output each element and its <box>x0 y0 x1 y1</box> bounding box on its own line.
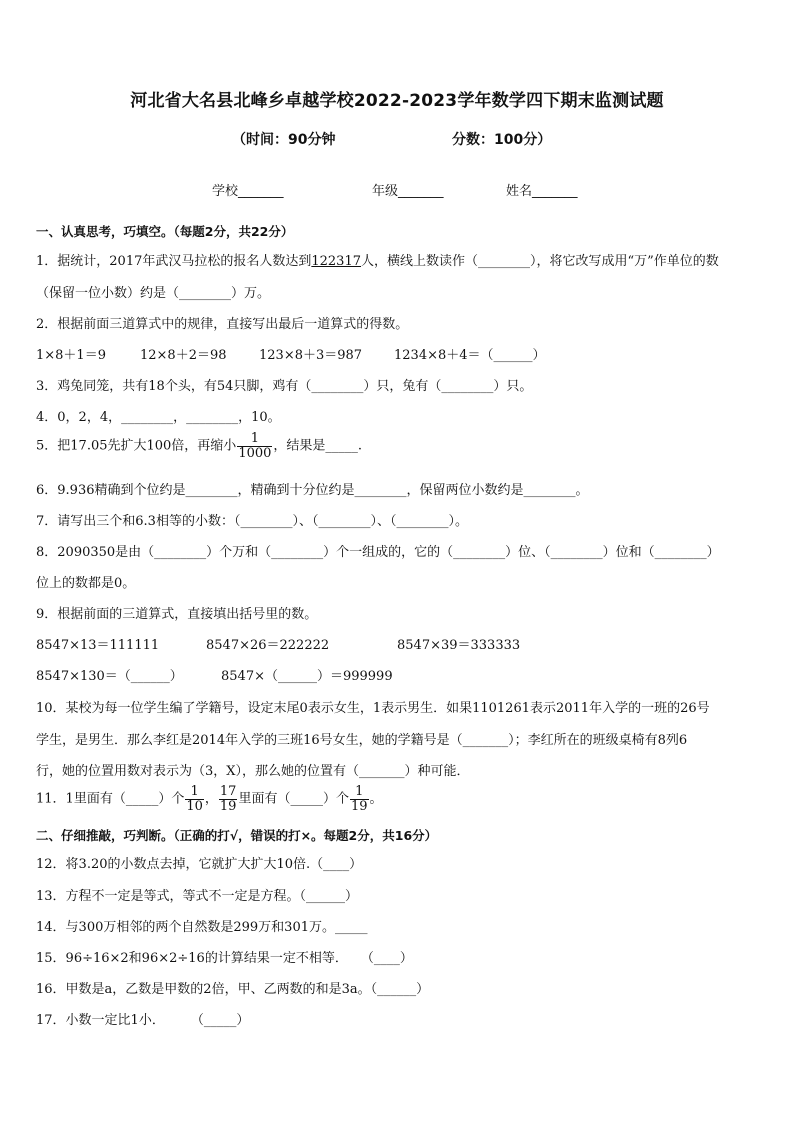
question-2-expr-1: 1×8＋1＝9 <box>36 348 106 363</box>
grade-field: 年级_______ <box>372 184 444 199</box>
fraction-1-numerator: 1 <box>185 785 204 800</box>
question-12: 12．将3.20的小数点去掉，它就扩大扩大10倍.（____） <box>36 857 363 872</box>
question-1-text-a: 1．据统计，2017年武汉马拉松的报名人数达到 <box>36 254 312 269</box>
question-11-text-b: 里面有（_____）个 <box>238 791 349 807</box>
question-10-line-3: 行，她的位置用数对表示为（3，X），那么她的位置有（_______）种可能． <box>36 764 470 779</box>
question-5-denominator: 1000 <box>238 445 272 461</box>
question-8-line-1: 8．2090350是由（________）个万和（________）个一组成的，它的（________）位、（________）位和（________） <box>36 545 720 560</box>
question-1-text-b: 人，横线上数读作（________），将它改写成用“万”作单位的数 <box>361 254 719 269</box>
question-9-expr-5: 8547×（______）＝999999 <box>221 669 393 684</box>
question-2-expr-2: 12×8＋2＝98 <box>140 348 227 363</box>
question-2-expr-3: 123×8＋3＝987 <box>259 348 363 363</box>
question-6: 6．9.936精确到个位约是________，精确到十分位约是________，保留两位小数约是________。 <box>36 483 589 498</box>
question-14: 14．与300万相邻的两个自然数是299万和301万。_____ <box>36 920 368 935</box>
question-11-fraction-1 <box>185 785 204 813</box>
question-10-line-2: 学生，是男生．那么李红是2014年入学的三班16号女生，她的学籍号是（_______）；李红所在的班级桌椅有8列6 <box>36 733 688 748</box>
question-9-expr-2: 8547×26＝222222 <box>206 638 330 653</box>
fraction-3-denominator: 19 <box>350 798 368 814</box>
question-1-line-1 <box>36 250 719 269</box>
question-15: 15．96÷16×2和96×2÷16的计算结果一定不相等． （____） <box>36 951 413 966</box>
question-11-text-a: 11．1里面有（_____）个 <box>36 791 185 807</box>
question-2-expr-4: 1234×8＋4＝（______） <box>394 348 546 363</box>
question-4: 4．0，2，4，________，________，10。 <box>36 410 281 425</box>
time-label: （时间：90分钟 <box>232 132 336 148</box>
question-9: 9．根据前面的三道算式，直接填出括号里的数。 <box>36 607 318 622</box>
question-5-fraction <box>237 432 272 460</box>
question-11-fraction-2 <box>219 785 238 813</box>
fraction-2-denominator: 19 <box>219 798 237 814</box>
question-9-expr-1: 8547×13＝111111 <box>36 638 160 653</box>
question-7: 7．请写出三个和6.3相等的小数：（________）、（________）、（________）。 <box>36 514 468 529</box>
question-9-expr-4: 8547×130＝（______） <box>36 669 183 684</box>
score-label: 分数：100分） <box>452 132 552 148</box>
question-11: 11．1里面有（_____）个 $\frac{1}{10}$ ， $\frac{17}{19}$ 里面有（_____）个 $\frac{1}{19}$ 。 <box>36 784 383 814</box>
question-1-line-2: （保留一位小数）约是（________）万。 <box>36 286 271 301</box>
question-3: 3．鸡兔同笼，共有18个头，有54只脚，鸡有（________）只，兔有（________）只。 <box>36 379 533 394</box>
question-5 <box>36 432 362 460</box>
fraction-1-denominator: 10 <box>186 798 203 814</box>
question-9-expr-3: 8547×39＝333333 <box>397 638 521 653</box>
question-11-fraction-3 <box>350 785 369 813</box>
question-1-number: 122317 <box>311 254 361 269</box>
page-title: 河北省大名县北峰乡卓越学校2022-2023学年数学四下期末监测试题 <box>130 91 664 111</box>
question-16: 16．甲数是a，乙数是甲数的2倍，甲、乙两数的和是3a。（______） <box>36 982 430 997</box>
question-13: 13．方程不一定是等式，等式不一定是方程。（______） <box>36 889 359 904</box>
question-5-text-a: 5．把17.05先扩大100倍，再缩小 <box>36 438 237 454</box>
fraction-3-numerator: 1 <box>350 785 369 800</box>
question-17: 17．小数一定比1小． （_____） <box>36 1013 250 1028</box>
section-2-heading: 二、仔细推敲，巧判断。（正确的打√，错误的打×。每题2分，共16分） <box>36 828 438 843</box>
section-1-heading: 一、认真思考，巧填空。（每题2分，共22分） <box>36 224 294 239</box>
question-5-text-b: ，结果是_____. <box>273 438 363 454</box>
fraction-2-numerator: 17 <box>219 784 237 799</box>
question-10-line-1: 10．某校为每一位学生编了学籍号，设定末尾0表示女生，1表示男生．如果1101261表示2011年入学的一班的26号 <box>36 701 710 716</box>
question-8-line-2: 位上的数都是0。 <box>36 576 136 591</box>
name-field: 姓名_______ <box>506 184 578 199</box>
question-2: 2．根据前面三道算式中的规律，直接写出最后一道算式的得数。 <box>36 317 409 332</box>
question-5-numerator: 1 <box>237 432 272 447</box>
school-field: 学校_______ <box>212 184 284 199</box>
